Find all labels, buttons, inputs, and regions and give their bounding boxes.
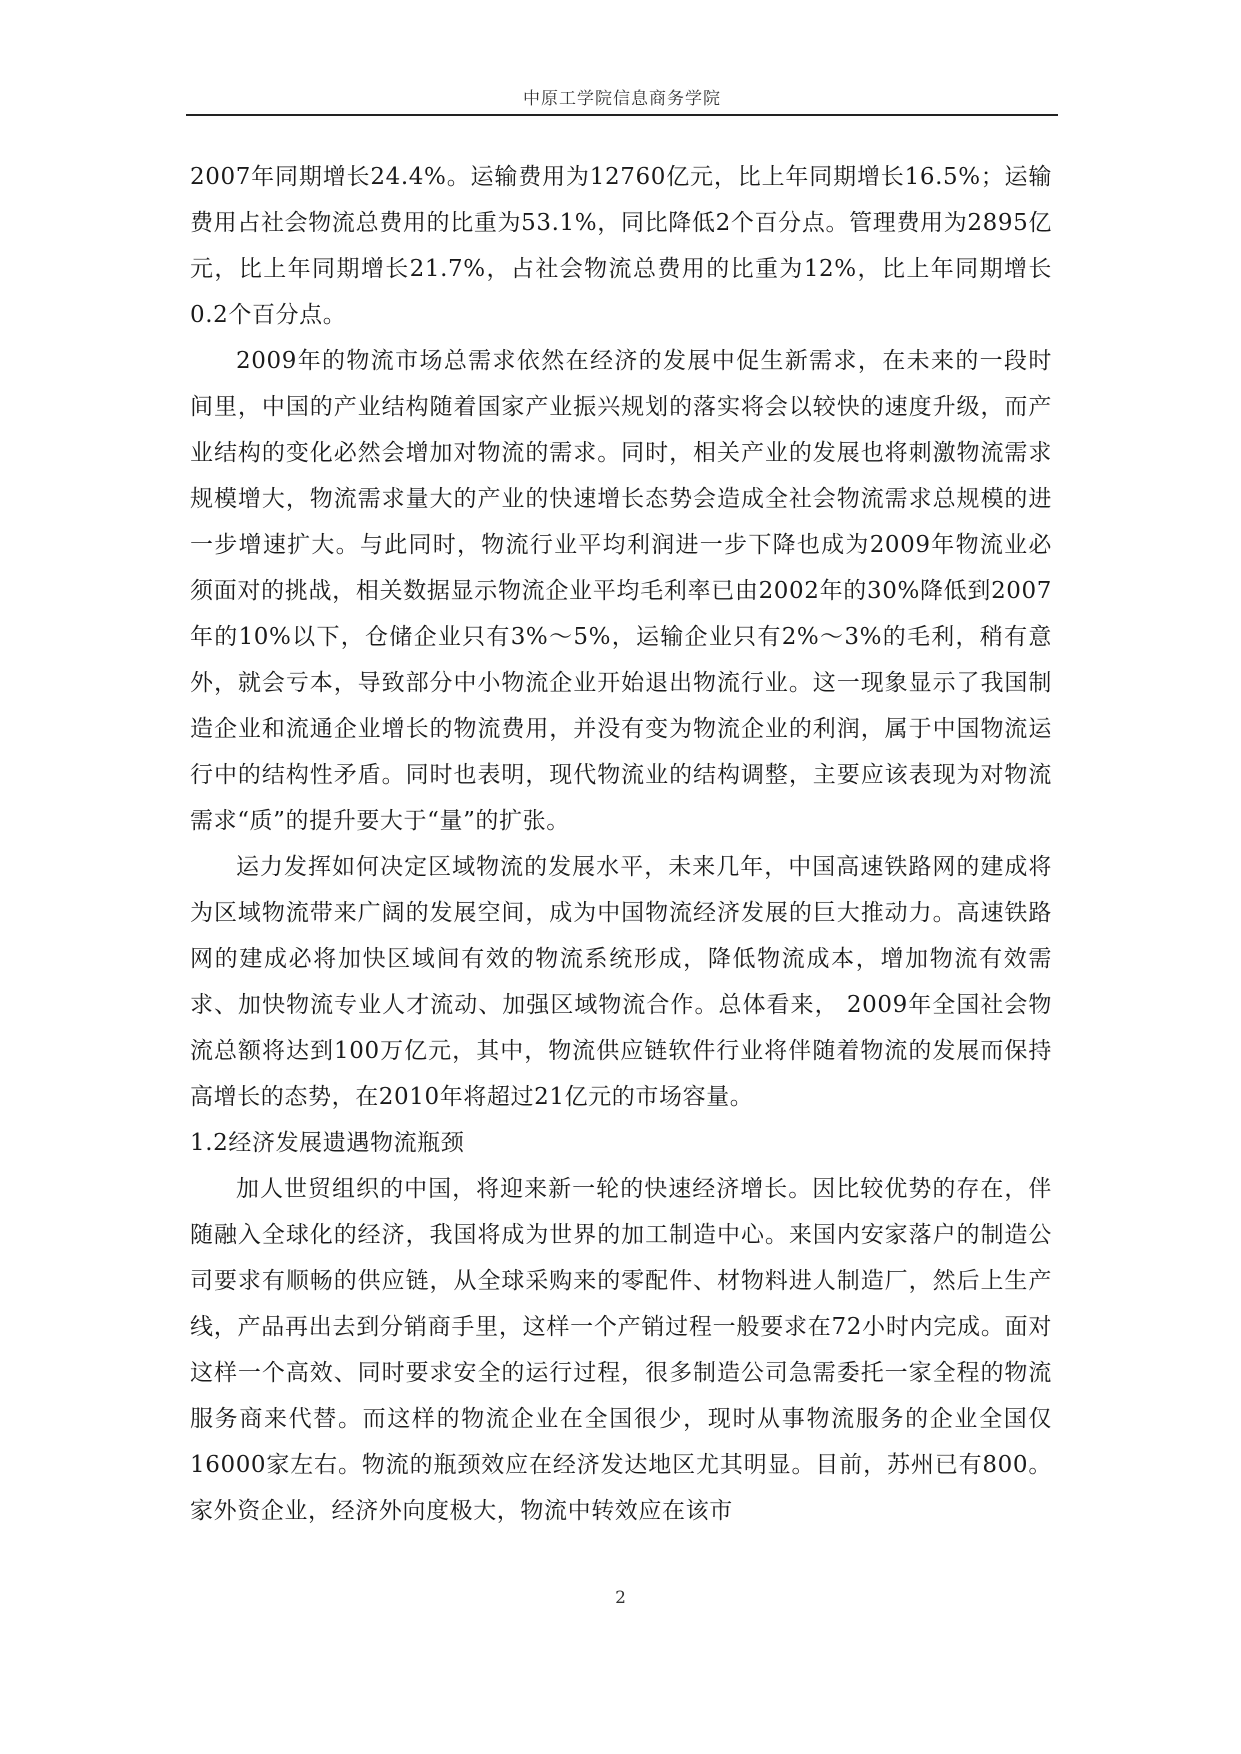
paragraph-logistics-bottleneck: 加人世贸组织的中国，将迎来新一轮的快速经济增长。因比较优势的存在，伴随融入全球化的经济，我国将成为世界的加工制造中心。来国内安家落户的制造公司要求有顺畅的供应链，从全球采购来的零配件、材物料进人制造厂，然后上生产线，产品再出去到分销商手里，这样一个产销过程一般要求在72小时内完成。面对这样一个高效、同时要求安全的运行过程，很多制造公司急需委托一家全程的物流服务商来代替。而这样的物流企业在全国很少，现时从事物流服务的企业全国仅16000家左右。物流的瓶颈效应在经济发达地区尤其明显。目前，苏州已有800。家外资企业，经济外向度极大，物流中转效应在该市 [190,1176,1052,1524]
document-body [190,154,1052,1534]
paragraph-transport-capacity: 运力发挥如何决定区域物流的发展水平，未来几年，中国高速铁路网的建成将为区域物流带来广阔的发展空间，成为中国物流经济发展的巨大推动力。高速铁路网的建成必将加快区域间有效的物流系统形成，降低物流成本，增加物流有效需求、加快物流专业人才流动、加强区域物流合作。总体看来， 2009年全国社会物流总额将达到100万亿元，其中，物流供应链软件行业将伴随着物流的发展而保持高增长的态势，在2010年将超过21亿元的市场容量。 [190,854,1052,1110]
section-heading: 1.2经济发展遗遇物流瓶颈 [190,1130,465,1156]
paragraph-cost-stats: 2007年同期增长24.4%。运输费用为12760亿元，比上年同期增长16.5%；运输费用占社会物流总费用的比重为53.1%，同比降低2个百分点。管理费用为2895亿元，比上年同期增长21.7%，占社会物流总费用的比重为12%，比上年同期增长0.2个百分点。 [190,164,1052,328]
paragraph-market-demand: 2009年的物流市场总需求依然在经济的发展中促生新需求，在未来的一段时间里，中国的产业结构随着国家产业振兴规划的落实将会以较快的速度升级，而产业结构的变化必然会增加对物流的需求。同时，相关产业的发展也将刺激物流需求规模增大，物流需求量大的产业的快速增长态势会造成全社会物流需求总规模的进一步增速扩大。与此同时，物流行业平均利润进一步下降也成为2009年物流业必须面对的挑战，相关数据显示物流企业平均毛利率已由2002年的30%降低到2007年的10%以下，仓储企业只有3%～5%，运输企业只有2%～3%的毛利，稍有意外，就会亏本，导致部分中小物流企业开始退出物流行业。这一现象显示了我国制造企业和流通企业增长的物流费用，并没有变为物流企业的利润，属于中国物流运行中的结构性矛盾。同时也表明，现代物流业的结构调整，主要应该表现为对物流需求“质”的提升要大于“量”的扩张。 [190,348,1052,834]
header-rule [186,114,1058,116]
page-header: 中原工学院信息商务学院 [523,89,721,109]
page-number: 2 [615,1588,626,1608]
